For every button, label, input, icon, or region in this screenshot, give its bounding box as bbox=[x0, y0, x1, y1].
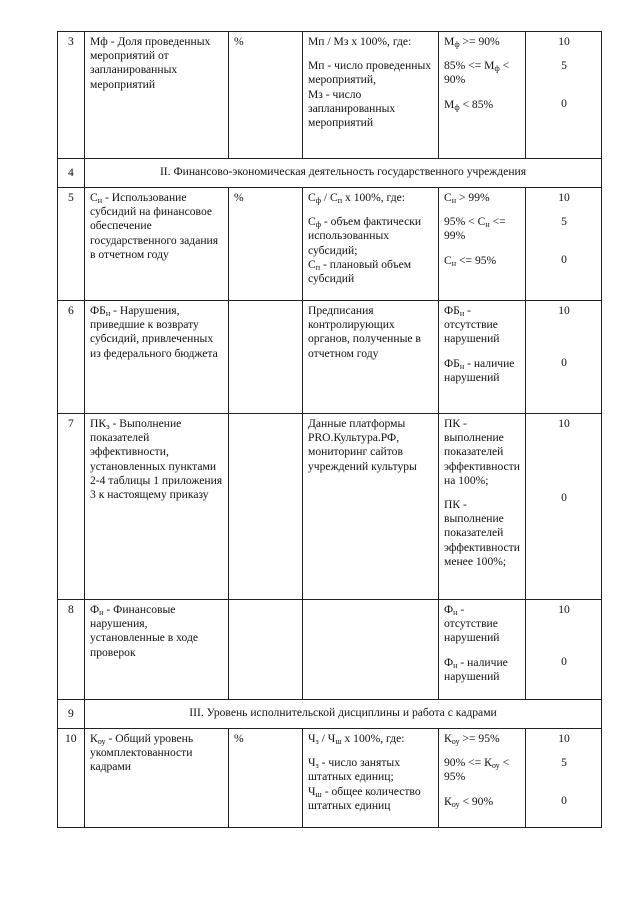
unit bbox=[229, 301, 303, 414]
points: 10 5 0 bbox=[526, 729, 602, 828]
formula: Данные платформы PRO.Культура.РФ, мониторинг сайтов учреждений культуры bbox=[303, 414, 439, 600]
formula: Предписания контролирующих органов, полученные в отчетном году bbox=[303, 301, 439, 414]
conditions: $С_н > 99\%$ $95\% < С_н <= 99\%$ $С_н <= 95\%$ bbox=[439, 188, 526, 301]
section-title: III. Уровень исполнительской дисциплины и работа с кадрами bbox=[85, 700, 602, 729]
unit bbox=[229, 414, 303, 600]
row-number: 5 bbox=[58, 188, 85, 301]
formula: $С_ф / С_п$ х 100%, где: $С_ф$ - объем фактически использованных субсидий; $С_п$ - плановый объем субсидий bbox=[303, 188, 439, 301]
table-row bbox=[58, 32, 602, 159]
table-row bbox=[58, 600, 602, 700]
points: 10 0 bbox=[526, 301, 602, 414]
conditions: ПК - выполнение показателей эффективности на 100%; ПК - выполнение показателей эффективности менее 100%; bbox=[439, 414, 526, 600]
document-page bbox=[57, 31, 601, 828]
formula: Мп / Мз х 100%, где: Мп - число проведенных мероприятий, Мз - число запланированных мероприятий bbox=[303, 32, 439, 159]
row-number: 3 bbox=[58, 32, 85, 159]
conditions: $К_{оу} >= 95\%$ $90\% <= К_{оу} < 95\%$ $К_{оу} < 90\%$ bbox=[439, 729, 526, 828]
row-number: 10 bbox=[58, 729, 85, 828]
table-row bbox=[58, 414, 602, 600]
points: 10 0 bbox=[526, 414, 602, 600]
unit: % bbox=[229, 188, 303, 301]
row-number: 6 bbox=[58, 301, 85, 414]
section-row bbox=[58, 700, 602, 729]
indicator-name: $ПК_э$ - Выполнение показателей эффективности, установленных пунктами 2-4 таблицы 1 приложения 3 к настоящему приказу bbox=[85, 414, 229, 600]
section-row bbox=[58, 159, 602, 188]
section-title: II. Финансово-экономическая деятельность государственного учреждения bbox=[85, 159, 602, 188]
points: 10 5 0 bbox=[526, 188, 602, 301]
row-number: 4 bbox=[58, 159, 85, 188]
indicator-name: Мф - Доля проведенных мероприятий от запланированных мероприятий bbox=[85, 32, 229, 159]
row-number: 8 bbox=[58, 600, 85, 700]
indicator-name: $ФБ_н$ - Нарушения, приведшие к возврату субсидий, привлеченных из федерального бюджета bbox=[85, 301, 229, 414]
formula bbox=[303, 600, 439, 700]
conditions: $Ф_н$ - отсутствие нарушений $Ф_н$ - наличие нарушений bbox=[439, 600, 526, 700]
table-row bbox=[58, 188, 602, 301]
table-row bbox=[58, 301, 602, 414]
indicator-name: $С_н$ - Использование субсидий на финансовое обеспечение государственного задания в отчетном году bbox=[85, 188, 229, 301]
criteria-table bbox=[57, 31, 602, 828]
indicator-name: $К_{оу}$ - Общий уровень укомплектованности кадрами bbox=[85, 729, 229, 828]
table-row bbox=[58, 729, 602, 828]
row-number: 9 bbox=[58, 700, 85, 729]
row-number: 7 bbox=[58, 414, 85, 600]
unit: % bbox=[229, 32, 303, 159]
points: 10 0 bbox=[526, 600, 602, 700]
unit bbox=[229, 600, 303, 700]
unit: % bbox=[229, 729, 303, 828]
conditions: $М_ф >= 90\%$ $85\% <= М_ф < 90\%$ $М_ф < 85\%$ bbox=[439, 32, 526, 159]
conditions: $ФБ_н$ - отсутствие нарушений $ФБ_н$ - наличие нарушений bbox=[439, 301, 526, 414]
formula: $Ч_з / Ч_ш$ х 100%, где: $Ч_з$ - число занятых штатных единиц; $Ч_ш$ - общее количество штатных единиц bbox=[303, 729, 439, 828]
indicator-name: $Ф_н$ - Финансовые нарушения, установленные в ходе проверок bbox=[85, 600, 229, 700]
points: 10 5 0 bbox=[526, 32, 602, 159]
